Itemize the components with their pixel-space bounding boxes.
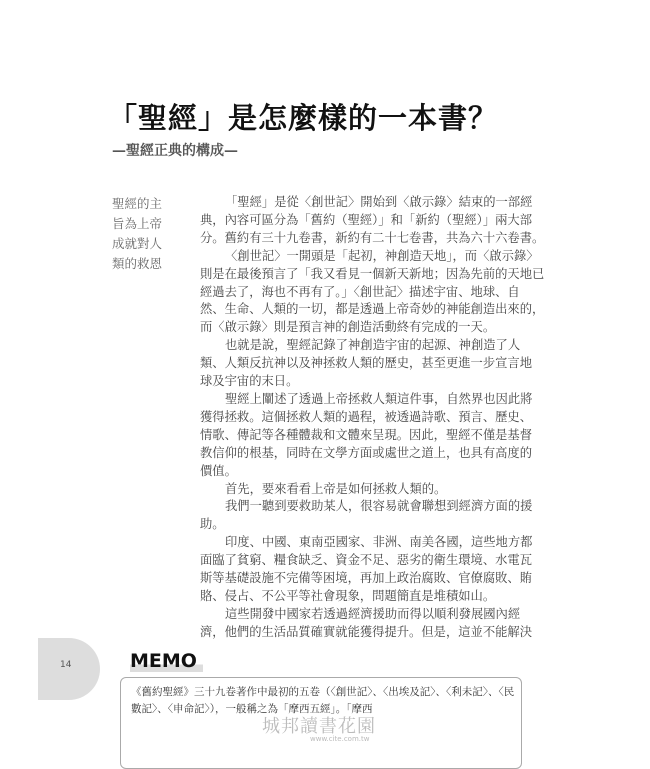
memo-label: MEMO bbox=[130, 650, 203, 672]
body-line: 而〈啟示錄〉則是預言神的創造活動終有完成的一天。 bbox=[200, 320, 496, 335]
watermark-logo: 城邦讀書花園 bbox=[262, 716, 376, 737]
body-line: 首先，要來看看上帝是如何拯救人類的。 bbox=[225, 481, 447, 496]
body-line: 「聖經」是從〈創世記〉開始到〈啟示錄〉結束的一部經 bbox=[225, 195, 533, 209]
body-line: 然、生命、人類的一切，都是透過上帝奇妙的神能創造出來的， bbox=[200, 302, 545, 317]
body-line: 印度、中國、東南亞國家、非洲、南美各國，這些地方都 bbox=[225, 535, 533, 550]
body-line: 賂、侵占、不公平等社會現象，問題簡直是堆積如山。 bbox=[200, 588, 496, 603]
page-number: 14 bbox=[60, 660, 72, 670]
side-note-line: 聖經的主 bbox=[112, 196, 163, 211]
body-line: 也就是說，聖經記錄了神創造宇宙的起源、神創造了人 bbox=[225, 338, 521, 353]
page-title: 「聖經」是怎麼樣的一本書？ bbox=[108, 101, 499, 135]
side-note bbox=[112, 194, 182, 274]
body-text bbox=[200, 194, 545, 642]
body-line: 我們一聽到要救助某人，很容易就會聯想到經濟方面的援 bbox=[225, 499, 533, 514]
body-line: 這些開發中國家若透過經濟援助而得以順利發展國內經 bbox=[225, 606, 521, 621]
body-line: 聖經上闡述了透過上帝拯救人類這件事，自然界也因此將 bbox=[225, 391, 533, 406]
side-note-line: 旨為上帝 bbox=[112, 216, 163, 231]
watermark-url: www.cite.com.tw bbox=[310, 735, 370, 743]
side-note-line: 類的救恩 bbox=[112, 256, 163, 271]
memo-text: 《舊約聖經》三十九卷著作中最初的五卷（〈創世記〉、〈出埃及記〉、〈利未記〉、〈民數記〉、〈申命記〉），一般稱之為「摩西五經」。「摩西 bbox=[131, 686, 515, 715]
page-subtitle: —聖經正典的構成— bbox=[112, 143, 238, 159]
body-line: 則是在最後預言了「我又看見一個新天新地；因為先前的天地已 bbox=[200, 266, 545, 281]
body-line: 情歌、傳記等各種體裁和文體來呈現。因此，聖經不僅是基督 bbox=[200, 427, 533, 442]
body-line: 〈創世記〉一開頭是「起初，神創造天地」，而〈啟示錄〉 bbox=[225, 248, 539, 263]
body-line: 濟，他們的生活品質確實就能獲得提升。但是，這並不能解決 bbox=[200, 624, 533, 639]
body-line: 教信仰的根基，同時在文學方面或處世之道上，也具有高度的 bbox=[200, 445, 533, 460]
body-line: 典，內容可區分為「舊約（聖經）」和「新約（聖經）」兩大部 bbox=[200, 212, 533, 227]
body-line: 球及宇宙的末日。 bbox=[200, 374, 299, 389]
side-note-line: 成就對人 bbox=[112, 236, 163, 251]
body-line: 經過去了，海也不再有了。」〈創世記〉描述宇宙、地球、自 bbox=[200, 284, 520, 299]
body-line: 斯等基礎設施不完備等困境，再加上政治腐敗、官僚腐敗、賄 bbox=[200, 571, 533, 586]
body-line: 分。舊約有三十九卷書，新約有二十七卷書，共為六十六卷書。 bbox=[200, 230, 545, 245]
body-line: 類、人類反抗神以及神拯救人類的歷史，甚至更進一步宣言地 bbox=[200, 356, 533, 371]
body-line: 助。 bbox=[200, 517, 225, 532]
page-number-tab bbox=[38, 638, 100, 700]
body-line: 價值。 bbox=[200, 463, 237, 478]
body-line: 獲得拯救。這個拯救人類的過程，被透過詩歌、預言、歷史、 bbox=[200, 409, 533, 424]
body-line: 面臨了貧窮、糧食缺乏、資金不足、惡劣的衛生環境、水電瓦 bbox=[200, 553, 533, 568]
